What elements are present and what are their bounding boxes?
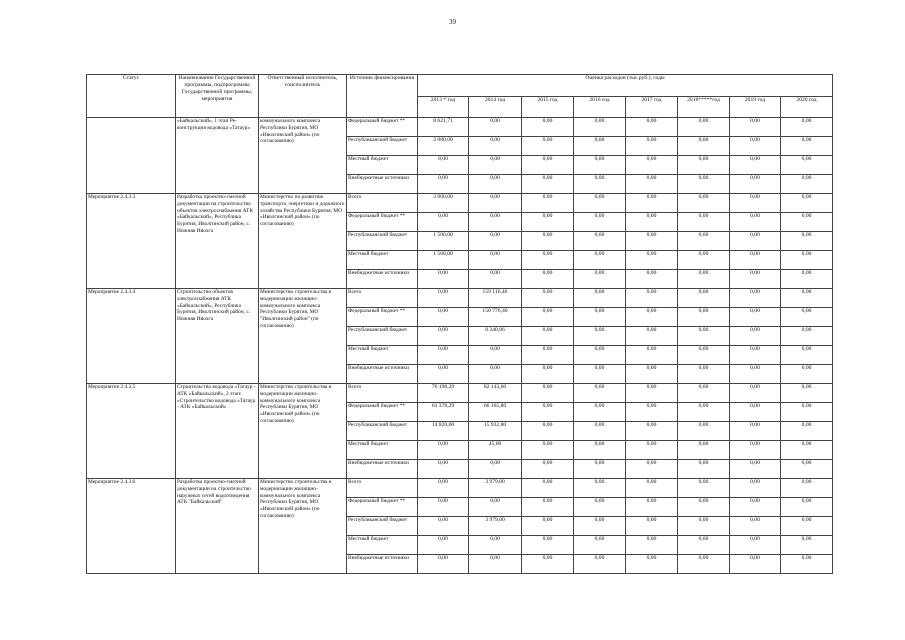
- funding-source-cell: Местный бюджет: [347, 441, 418, 460]
- amount-cell: 0,00: [574, 365, 626, 384]
- amount-cell: 0,00: [626, 232, 678, 251]
- status-cell: [87, 118, 176, 194]
- amount-cell: 0,00: [469, 156, 522, 175]
- amount-cell: 0,00: [522, 498, 574, 517]
- amount-cell: 0,00: [678, 365, 730, 384]
- amount-cell: 0,00: [626, 308, 678, 327]
- amount-cell: 0,00: [730, 118, 781, 137]
- funding-source-cell: Всего: [347, 194, 418, 213]
- amount-cell: 0,00: [678, 175, 730, 194]
- amount-cell: 0,00: [730, 441, 781, 460]
- amount-cell: 3 000,00: [418, 194, 469, 213]
- amount-cell: 0,00: [678, 384, 730, 403]
- amount-cell: 0,00: [522, 118, 574, 137]
- amount-cell: 8 340,06: [469, 327, 522, 346]
- amount-cell: 0,00: [678, 289, 730, 308]
- funding-source-cell: Федеральный бюджет **: [347, 213, 418, 232]
- amount-cell: 159 116,46: [469, 289, 522, 308]
- amount-cell: 8 621,71: [418, 118, 469, 137]
- funding-source-cell: Всего: [347, 479, 418, 498]
- amount-cell: 0,00: [418, 308, 469, 327]
- amount-cell: 3 979,00: [469, 479, 522, 498]
- executor-cell: Министерство строительства и модернизации жилищно-коммунального комплекса Республики Бурятия, МО «Иволгинский район» (по согласованию): [259, 384, 347, 479]
- amount-cell: 0,00: [574, 118, 626, 137]
- amount-cell: 0,00: [418, 346, 469, 365]
- amount-cell: 66 165,80: [469, 403, 522, 422]
- amount-cell: 0,00: [678, 118, 730, 137]
- amount-cell: 0,00: [574, 498, 626, 517]
- amount-cell: 14 820,00: [418, 422, 469, 441]
- amount-cell: 0,00: [522, 403, 574, 422]
- funding-source-cell: Внебюджетные источники: [347, 555, 418, 574]
- amount-cell: 0,00: [469, 536, 522, 555]
- amount-cell: 0,00: [626, 175, 678, 194]
- funding-source-cell: Местный бюджет: [347, 346, 418, 365]
- amount-cell: 0,00: [626, 327, 678, 346]
- amount-cell: 0,00: [469, 498, 522, 517]
- amount-cell: 0,00: [781, 460, 833, 479]
- amount-cell: 0,00: [730, 213, 781, 232]
- amount-cell: 0,00: [730, 479, 781, 498]
- amount-cell: 0,00: [730, 251, 781, 270]
- amount-cell: 0,00: [469, 346, 522, 365]
- amount-cell: 0,00: [730, 327, 781, 346]
- amount-cell: 0,00: [781, 403, 833, 422]
- amount-cell: 0,00: [522, 365, 574, 384]
- amount-cell: 0,00: [574, 156, 626, 175]
- amount-cell: 15 932,80: [469, 422, 522, 441]
- status-cell: Мероприятие 2.4.3.4: [87, 289, 176, 384]
- amount-cell: 0,00: [469, 175, 522, 194]
- amount-cell: 0,00: [678, 555, 730, 574]
- amount-cell: 0,00: [781, 498, 833, 517]
- budget-table: [86, 74, 833, 574]
- measure-name-cell: «Байкальский», 1 этап Ре-конструкция водовода «Татаур»: [176, 118, 259, 194]
- table-row: [87, 118, 833, 137]
- amount-cell: 0,00: [678, 441, 730, 460]
- amount-cell: 0,00: [730, 346, 781, 365]
- amount-cell: 0,00: [730, 460, 781, 479]
- funding-source-cell: Внебюджетные источники: [347, 175, 418, 194]
- amount-cell: 0,00: [626, 441, 678, 460]
- amount-cell: 45,00: [469, 441, 522, 460]
- amount-cell: 0,00: [678, 251, 730, 270]
- funding-source-cell: Внебюджетные источники: [347, 270, 418, 289]
- amount-cell: 0,00: [626, 536, 678, 555]
- funding-source-cell: Всего: [347, 289, 418, 308]
- amount-cell: 0,00: [469, 251, 522, 270]
- amount-cell: 0,00: [522, 460, 574, 479]
- amount-cell: 0,00: [469, 555, 522, 574]
- amount-cell: 0,00: [522, 441, 574, 460]
- amount-cell: 0,00: [522, 289, 574, 308]
- amount-cell: 0,00: [781, 156, 833, 175]
- amount-cell: 0,00: [781, 289, 833, 308]
- amount-cell: 0,00: [522, 232, 574, 251]
- amount-cell: 0,00: [574, 251, 626, 270]
- year-header: 2019 год: [730, 97, 781, 118]
- funding-source-cell: Федеральный бюджет **: [347, 308, 418, 327]
- amount-cell: 0,00: [626, 422, 678, 441]
- amount-cell: 0,00: [574, 289, 626, 308]
- amount-cell: 0,00: [522, 308, 574, 327]
- amount-cell: 0,00: [781, 517, 833, 536]
- amount-cell: 0,00: [678, 213, 730, 232]
- year-header: 2020 год: [781, 97, 833, 118]
- amount-cell: 0,00: [730, 308, 781, 327]
- amount-cell: 0,00: [678, 422, 730, 441]
- amount-cell: 0,00: [469, 232, 522, 251]
- amount-cell: 0,00: [730, 289, 781, 308]
- amount-cell: 0,00: [781, 194, 833, 213]
- year-header: 2015 год: [522, 97, 574, 118]
- status-cell: Мероприятие 2.4.3.5: [87, 384, 176, 479]
- amount-cell: 0,00: [678, 403, 730, 422]
- amount-cell: 0,00: [574, 308, 626, 327]
- funding-source-cell: Республиканский бюджет: [347, 232, 418, 251]
- amount-cell: 0,00: [678, 308, 730, 327]
- estimate-header: Оценка расходов (тыс.руб.), годы: [418, 75, 833, 97]
- amount-cell: 0,00: [626, 346, 678, 365]
- amount-cell: 0,00: [469, 365, 522, 384]
- amount-cell: 0,00: [522, 384, 574, 403]
- amount-cell: 0,00: [626, 251, 678, 270]
- status-cell: Мероприятие 2.4.3.6: [87, 479, 176, 574]
- amount-cell: 0,00: [626, 156, 678, 175]
- amount-cell: 0,00: [574, 270, 626, 289]
- amount-cell: 82 143,60: [469, 384, 522, 403]
- amount-cell: 0,00: [522, 213, 574, 232]
- measure-name-cell: Разработка проектно-сметной документации на строительство объектов электроснабжения АТК «Байкальский», Республика Бурятия, Иволгинский район, с. Нижняя Иволга: [176, 194, 259, 289]
- amount-cell: 0,00: [522, 251, 574, 270]
- amount-cell: 0,00: [469, 213, 522, 232]
- amount-cell: 0,00: [418, 460, 469, 479]
- amount-cell: 0,00: [418, 270, 469, 289]
- amount-cell: 0,00: [522, 536, 574, 555]
- amount-cell: 150 776,40: [469, 308, 522, 327]
- status-cell: Мероприятие 2.4.3.3: [87, 194, 176, 289]
- amount-cell: 0,00: [626, 194, 678, 213]
- amount-cell: 0,00: [574, 137, 626, 156]
- amount-cell: 0,00: [469, 460, 522, 479]
- amount-cell: 0,00: [730, 498, 781, 517]
- funding-source-cell: Внебюджетные источники: [347, 365, 418, 384]
- amount-cell: 0,00: [418, 365, 469, 384]
- amount-cell: 0,00: [781, 327, 833, 346]
- amount-cell: 0,00: [469, 194, 522, 213]
- amount-cell: 0,00: [574, 479, 626, 498]
- amount-cell: 0,00: [678, 536, 730, 555]
- amount-cell: 0,00: [626, 517, 678, 536]
- program-header: Наименование Государственной программы, подпрограммы Государственной программы, мероприятия: [176, 75, 259, 118]
- amount-cell: 0,00: [678, 270, 730, 289]
- funding-source-cell: Федеральный бюджет **: [347, 498, 418, 517]
- source-header: Источник финансирования: [347, 75, 418, 118]
- table-row: [87, 384, 833, 403]
- executor-cell: Министерство строительства и модернизации жилищно-коммунального комплекса Республики Бурятия, МО «Иволгинский район» (по согласованию): [259, 479, 347, 574]
- amount-cell: 0,00: [781, 384, 833, 403]
- amount-cell: 3 979,00: [469, 517, 522, 536]
- amount-cell: 0,00: [418, 327, 469, 346]
- amount-cell: 1 500,00: [418, 232, 469, 251]
- amount-cell: 0,00: [522, 479, 574, 498]
- amount-cell: 0,00: [522, 517, 574, 536]
- amount-cell: 0,00: [626, 384, 678, 403]
- amount-cell: 0,00: [678, 194, 730, 213]
- amount-cell: 0,00: [781, 536, 833, 555]
- amount-cell: 8,00: [418, 156, 469, 175]
- amount-cell: 1 500,00: [418, 251, 469, 270]
- year-header: 2018*****год: [678, 97, 730, 118]
- funding-source-cell: Местный бюджет: [347, 156, 418, 175]
- amount-cell: 0,00: [574, 460, 626, 479]
- executor-cell: Министерство по развитию транспорта, энергетики и дорожного хозяйства Республики Бурятия, МО «Иволгинский район» (по согласованию): [259, 194, 347, 289]
- funding-source-cell: Республиканский бюджет: [347, 137, 418, 156]
- funding-source-cell: Всего: [347, 384, 418, 403]
- amount-cell: 0,00: [469, 118, 522, 137]
- amount-cell: 0,00: [574, 327, 626, 346]
- amount-cell: 0,00: [626, 137, 678, 156]
- amount-cell: 0,00: [781, 346, 833, 365]
- amount-cell: 0,00: [418, 175, 469, 194]
- amount-cell: 0,00: [522, 137, 574, 156]
- amount-cell: 0,00: [418, 479, 469, 498]
- status-header: Статус: [87, 75, 176, 118]
- year-header: 2016 год: [574, 97, 626, 118]
- amount-cell: 0,00: [574, 232, 626, 251]
- amount-cell: 0,00: [626, 555, 678, 574]
- year-header: 2014 год: [469, 97, 522, 118]
- amount-cell: 0,00: [781, 270, 833, 289]
- table-row: [87, 289, 833, 308]
- table-row: [87, 479, 833, 498]
- amount-cell: 0,00: [574, 213, 626, 232]
- amount-cell: 0,00: [574, 441, 626, 460]
- amount-cell: 0,00: [678, 232, 730, 251]
- amount-cell: 0,00: [730, 365, 781, 384]
- amount-cell: 0,00: [574, 175, 626, 194]
- amount-cell: 0,00: [574, 384, 626, 403]
- page-number: 39: [449, 18, 456, 26]
- amount-cell: 2 080,00: [418, 137, 469, 156]
- amount-cell: 0,00: [781, 251, 833, 270]
- amount-cell: 0,00: [626, 365, 678, 384]
- amount-cell: 0,00: [781, 308, 833, 327]
- amount-cell: 0,00: [626, 270, 678, 289]
- amount-cell: 0,00: [730, 536, 781, 555]
- amount-cell: 0,00: [730, 156, 781, 175]
- amount-cell: 0,00: [730, 517, 781, 536]
- amount-cell: 0,00: [781, 441, 833, 460]
- amount-cell: 0,00: [678, 517, 730, 536]
- amount-cell: 0,00: [678, 137, 730, 156]
- amount-cell: 0,00: [574, 403, 626, 422]
- amount-cell: 0,00: [781, 365, 833, 384]
- amount-cell: 0,00: [781, 479, 833, 498]
- executor-cell: Министерство строительства и модернизации жилищно-коммунального комплекса Республики Бурятия, МО "Иволгинский район" (по согласованию): [259, 289, 347, 384]
- amount-cell: 0,00: [678, 498, 730, 517]
- amount-cell: 0,00: [418, 555, 469, 574]
- amount-cell: 0,00: [626, 460, 678, 479]
- funding-source-cell: Республиканский бюджет: [347, 517, 418, 536]
- funding-source-cell: Федеральный бюджет **: [347, 118, 418, 137]
- funding-source-cell: Республиканский бюджет: [347, 327, 418, 346]
- amount-cell: 0,00: [730, 403, 781, 422]
- amount-cell: 0,00: [781, 232, 833, 251]
- amount-cell: 0,00: [626, 403, 678, 422]
- amount-cell: 0,00: [574, 536, 626, 555]
- amount-cell: 0,00: [522, 346, 574, 365]
- amount-cell: 0,00: [574, 346, 626, 365]
- amount-cell: 0,00: [730, 555, 781, 574]
- amount-cell: 0,00: [781, 137, 833, 156]
- amount-cell: 0,00: [730, 232, 781, 251]
- amount-cell: 0,00: [678, 156, 730, 175]
- amount-cell: 0,00: [522, 555, 574, 574]
- amount-cell: 0,00: [730, 422, 781, 441]
- table-row: [87, 194, 833, 213]
- amount-cell: 0,00: [418, 517, 469, 536]
- amount-cell: 0,00: [522, 194, 574, 213]
- amount-cell: 0,00: [730, 137, 781, 156]
- year-header: 2017 год: [626, 97, 678, 118]
- amount-cell: 0,00: [626, 289, 678, 308]
- amount-cell: 0,00: [418, 536, 469, 555]
- year-header: 2013 * год: [418, 97, 469, 118]
- amount-cell: 0,00: [522, 422, 574, 441]
- amount-cell: 0,00: [418, 441, 469, 460]
- amount-cell: 0,00: [522, 270, 574, 289]
- amount-cell: 0,00: [781, 118, 833, 137]
- amount-cell: 0,00: [626, 479, 678, 498]
- amount-cell: 0,00: [730, 384, 781, 403]
- amount-cell: 0,00: [574, 194, 626, 213]
- table-header: [87, 75, 833, 118]
- table-body: [87, 118, 833, 574]
- funding-source-cell: Внебюджетные источники: [347, 460, 418, 479]
- amount-cell: 0,00: [781, 422, 833, 441]
- amount-cell: 0,00: [781, 213, 833, 232]
- amount-cell: 0,00: [730, 270, 781, 289]
- amount-cell: 0,00: [678, 346, 730, 365]
- measure-name-cell: Строительство объектов электроснабжения АТК «Байкальский», Республика Бурятия, Иволгинский район, с. Нижняя Иволга: [176, 289, 259, 384]
- amount-cell: 0,00: [522, 327, 574, 346]
- amount-cell: 61 378,29: [418, 403, 469, 422]
- amount-cell: 0,00: [574, 422, 626, 441]
- amount-cell: 0,00: [781, 555, 833, 574]
- amount-cell: 0,00: [730, 194, 781, 213]
- amount-cell: 0,00: [469, 137, 522, 156]
- amount-cell: 0,00: [418, 213, 469, 232]
- amount-cell: 0,00: [522, 175, 574, 194]
- funding-source-cell: Федеральный бюджет **: [347, 403, 418, 422]
- executor-cell: коммунального комплекса Республики Бурятия, МО «Иволгинский район» (по согласованию): [259, 118, 347, 194]
- amount-cell: 0,00: [626, 498, 678, 517]
- measure-name-cell: Строительство водовода «Татаур - АТК «Байкальский», 2 этап: «Строительство водовода «Татаур - АТК «Байкальский»: [176, 384, 259, 479]
- amount-cell: 0,00: [418, 289, 469, 308]
- funding-source-cell: Республиканский бюджет: [347, 422, 418, 441]
- amount-cell: 0,00: [574, 555, 626, 574]
- funding-source-cell: Местный бюджет: [347, 251, 418, 270]
- amount-cell: 0,00: [678, 479, 730, 498]
- amount-cell: 0,00: [522, 156, 574, 175]
- funding-source-cell: Местный бюджет: [347, 536, 418, 555]
- amount-cell: 0,00: [626, 213, 678, 232]
- amount-cell: 0,00: [469, 270, 522, 289]
- amount-cell: 0,00: [626, 118, 678, 137]
- amount-cell: 0,00: [730, 175, 781, 194]
- amount-cell: 0,00: [678, 460, 730, 479]
- amount-cell: 76 198,29: [418, 384, 469, 403]
- amount-cell: 0,00: [574, 517, 626, 536]
- measure-name-cell: Разработка проектно-сметной документации на строительство наружных сетей водоотведения АТК "Байкальский": [176, 479, 259, 574]
- executor-header: Ответственный исполнитель, соисполнитель: [259, 75, 347, 118]
- amount-cell: 0,00: [678, 327, 730, 346]
- amount-cell: 0,00: [418, 498, 469, 517]
- amount-cell: 0,00: [781, 175, 833, 194]
